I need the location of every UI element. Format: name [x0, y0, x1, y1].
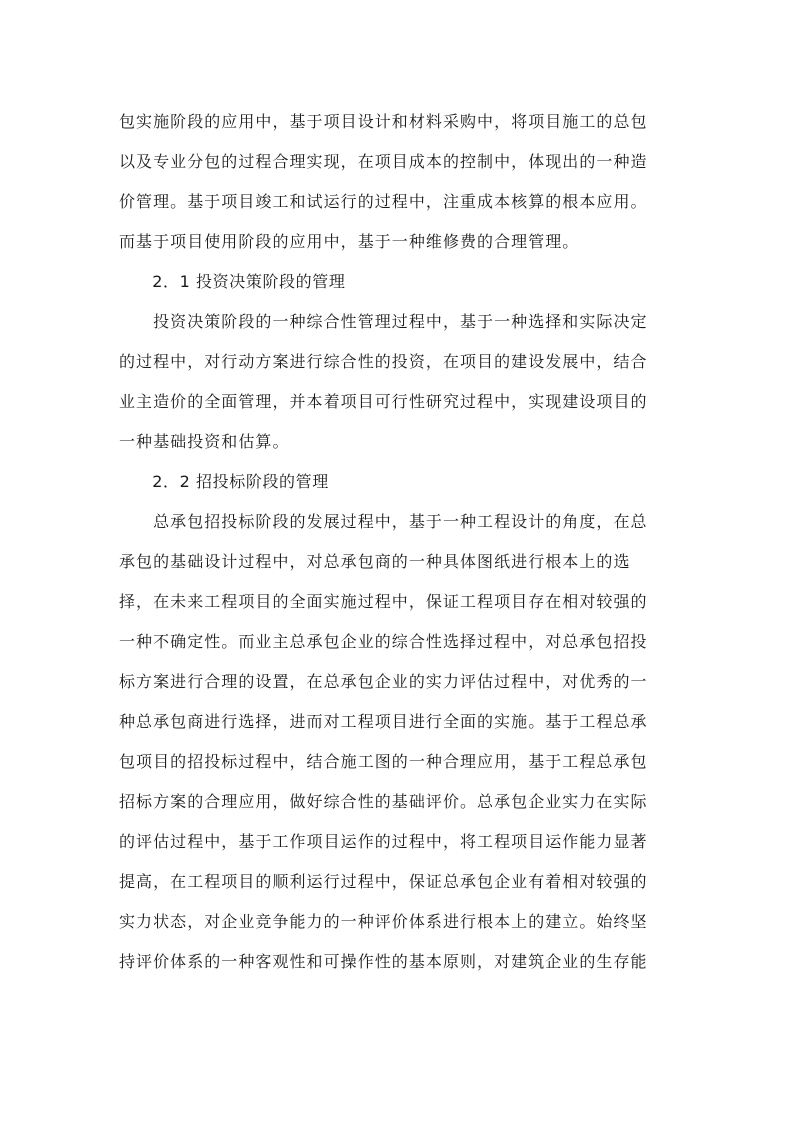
text-line: 提高，在工程项目的顺利运行过程中，保证总承包企业有着相对较强的: [119, 872, 648, 891]
text-line: 业主造价的全面管理，并本着项目可行性研究过程中，实现建设项目的: [119, 392, 648, 411]
text-line: 持评价体系的一种客观性和可操作性的基本原则，对建筑企业的生存能: [119, 952, 648, 971]
text-line: 的评估过程中，基于工作项目运作的过程中，将工程项目运作能力显著: [119, 832, 648, 851]
text-line: 而基于项目使用阶段的应用中，基于一种维修费的合理管理。: [119, 232, 580, 251]
text-line: 择，在未来工程项目的全面实施过程中，保证工程项目存在相对较强的: [119, 592, 648, 611]
body-text: [119, 102, 679, 982]
section-heading-2-2: 2．2 招投标阶段的管理: [119, 472, 329, 491]
text-line: 实力状态，对企业竞争能力的一种评价体系进行根本上的建立。始终坚: [119, 912, 648, 931]
text-line: 种总承包商进行选择，进而对工程项目进行全面的实施。基于工程总承: [119, 712, 648, 731]
text-line: 价管理。基于项目竣工和试运行的过程中，注重成本核算的根本应用。: [119, 192, 648, 211]
text-line: 以及专业分包的过程合理实现，在项目成本的控制中，体现出的一种造: [119, 152, 648, 171]
text-line: 一种基础投资和估算。: [119, 432, 290, 451]
text-line: 总承包招投标阶段的发展过程中，基于一种工程设计的角度，在总: [119, 512, 648, 531]
text-line: 标方案进行合理的设置，在总承包企业的实力评估过程中，对优秀的一: [119, 672, 648, 691]
text-line: 招标方案的合理应用，做好综合性的基础评价。总承包企业实力在实际: [119, 792, 648, 811]
text-line: 投资决策阶段的一种综合性管理过程中，基于一种选择和实际决定: [119, 312, 648, 331]
text-line: 一种不确定性。而业主总承包企业的综合性选择过程中，对总承包招投: [119, 632, 648, 651]
text-line: 的过程中，对行动方案进行综合性的投资，在项目的建设发展中，结合: [119, 352, 648, 371]
text-line: 承包的基础设计过程中，对总承包商的一种具体图纸进行根本上的选: [119, 552, 631, 571]
text-line: 包实施阶段的应用中，基于项目设计和材料采购中，将项目施工的总包: [119, 112, 648, 131]
text-line: 包项目的招投标过程中，结合施工图的一种合理应用，基于工程总承包: [119, 752, 648, 771]
section-heading-2-1: 2．1 投资决策阶段的管理: [119, 272, 346, 291]
